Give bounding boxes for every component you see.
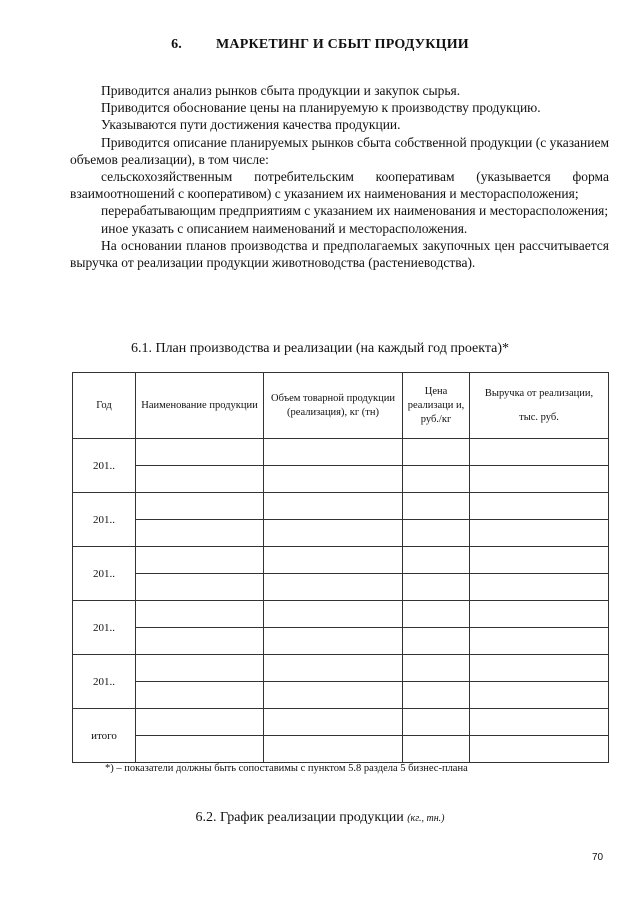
column-header-volume: [264, 373, 403, 439]
table-cell[interactable]: [470, 601, 609, 628]
table-cell[interactable]: [264, 601, 403, 628]
table-cell[interactable]: [470, 628, 609, 655]
column-header-price: [403, 373, 470, 439]
table-cell[interactable]: [470, 682, 609, 709]
table-cell[interactable]: [136, 439, 264, 466]
table-cell[interactable]: [403, 736, 470, 763]
paragraph: иное указать с описанием наименований и месторасположения.: [101, 220, 468, 236]
table-cell[interactable]: [136, 601, 264, 628]
table-cell[interactable]: [264, 547, 403, 574]
header-label: Выручка от реализации,: [484, 387, 594, 399]
table-cell[interactable]: [470, 520, 609, 547]
table-row: [73, 520, 609, 547]
paragraph: сельскохозяйственным потребительским кооперативам (указывается форма взаимоотношений с кооперативом) с указанием их наименования и месторасположения;: [70, 169, 609, 202]
header-label: Объем товарной продукции (реализация), кг (тн): [271, 392, 395, 418]
table-cell[interactable]: [403, 628, 470, 655]
paragraph: Указываются пути достижения качества продукции.: [101, 117, 401, 133]
table-cell[interactable]: [264, 466, 403, 493]
section-number: 6.: [171, 37, 182, 52]
table-cell[interactable]: [403, 682, 470, 709]
table-cell[interactable]: [136, 466, 264, 493]
table-cell[interactable]: [403, 493, 470, 520]
table-title: 6.1. План производства и реализации (на каждый год проекта)*: [130, 341, 510, 356]
table-cell[interactable]: [264, 709, 403, 736]
table-row: [73, 736, 609, 763]
subsection-title-text: 6.2. График реализации продукции: [195, 810, 404, 825]
header-label: Цена реализаци и, руб./кг: [407, 385, 465, 425]
table-cell[interactable]: [264, 682, 403, 709]
table-cell[interactable]: [470, 709, 609, 736]
table-cell[interactable]: [403, 601, 470, 628]
table-row: [73, 682, 609, 709]
header-label: Год: [96, 399, 112, 411]
column-header-product: [136, 373, 264, 439]
table-cell[interactable]: [136, 736, 264, 763]
table-cell[interactable]: [470, 466, 609, 493]
table-row: [73, 709, 609, 736]
section-heading: [0, 37, 640, 53]
table-cell[interactable]: [403, 439, 470, 466]
year-cell: 201..: [73, 601, 136, 655]
subsection-title: [0, 810, 640, 826]
table-cell[interactable]: [136, 709, 264, 736]
table-cell[interactable]: [264, 655, 403, 682]
table-row: [73, 601, 609, 628]
paragraph: Приводится описание планируемых рынков сбыта собственной продукции (с указанием объемов реализации), в том числе:: [70, 134, 609, 167]
table-cell[interactable]: [264, 574, 403, 601]
table-cell[interactable]: [264, 628, 403, 655]
table-cell[interactable]: [136, 520, 264, 547]
table-cell[interactable]: [470, 736, 609, 763]
section-body: [70, 82, 609, 271]
paragraph: Приводится анализ рынков сбыта продукции и закупок сырья.: [101, 83, 461, 98]
column-header-revenue: [470, 373, 609, 439]
table-row: [73, 439, 609, 466]
table-cell[interactable]: [264, 439, 403, 466]
table-cell[interactable]: [264, 493, 403, 520]
table-row: [73, 493, 609, 520]
year-cell: 201..: [73, 547, 136, 601]
production-plan-table: [72, 372, 609, 763]
table-cell[interactable]: [403, 520, 470, 547]
paragraph: перерабатывающим предприятиям с указанием их наименования и месторасположения;: [101, 203, 609, 219]
table-cell[interactable]: [470, 493, 609, 520]
table-cell[interactable]: [403, 547, 470, 574]
year-cell: 201..: [73, 439, 136, 493]
table-cell[interactable]: [136, 628, 264, 655]
table-row: [73, 574, 609, 601]
table-cell[interactable]: [470, 574, 609, 601]
table-row: [73, 628, 609, 655]
table-cell[interactable]: [403, 655, 470, 682]
paragraph: На основании планов производства и предполагаемых закупочных цен рассчитывается выручка от реализации продукции животноводства (растениеводства).: [70, 237, 609, 271]
column-header-year: [73, 373, 136, 439]
paragraph: Приводится обоснование цены на планируемую к производству продукцию.: [101, 100, 541, 116]
table-cell[interactable]: [264, 520, 403, 547]
subsection-unit: (кг., тн.): [407, 813, 445, 824]
header-label: Наименование продукции: [141, 399, 258, 411]
table-cell[interactable]: [264, 736, 403, 763]
table-cell[interactable]: [136, 493, 264, 520]
page-number: 70: [592, 852, 604, 863]
table-cell[interactable]: [136, 682, 264, 709]
header-label: тыс. руб.: [519, 411, 559, 423]
table-cell[interactable]: [403, 466, 470, 493]
section-title: МАРКЕТИНГ И СБЫТ ПРОДУКЦИИ: [216, 37, 469, 52]
table-cell[interactable]: [403, 574, 470, 601]
table-row: [73, 655, 609, 682]
table-header-row: [73, 373, 609, 439]
table-cell[interactable]: [470, 439, 609, 466]
table-footnote: *) – показатели должны быть сопоставимы с пунктом 5.8 раздела 5 бизнес-плана: [105, 763, 468, 774]
table-row: [73, 466, 609, 493]
table-cell[interactable]: [136, 547, 264, 574]
table-cell[interactable]: [136, 655, 264, 682]
table-cell[interactable]: [136, 574, 264, 601]
table-cell[interactable]: [470, 655, 609, 682]
table-row: [73, 547, 609, 574]
table-cell[interactable]: [403, 709, 470, 736]
year-cell: 201..: [73, 493, 136, 547]
year-cell: 201..: [73, 655, 136, 709]
table-cell[interactable]: [470, 547, 609, 574]
total-cell: итого: [73, 709, 136, 763]
